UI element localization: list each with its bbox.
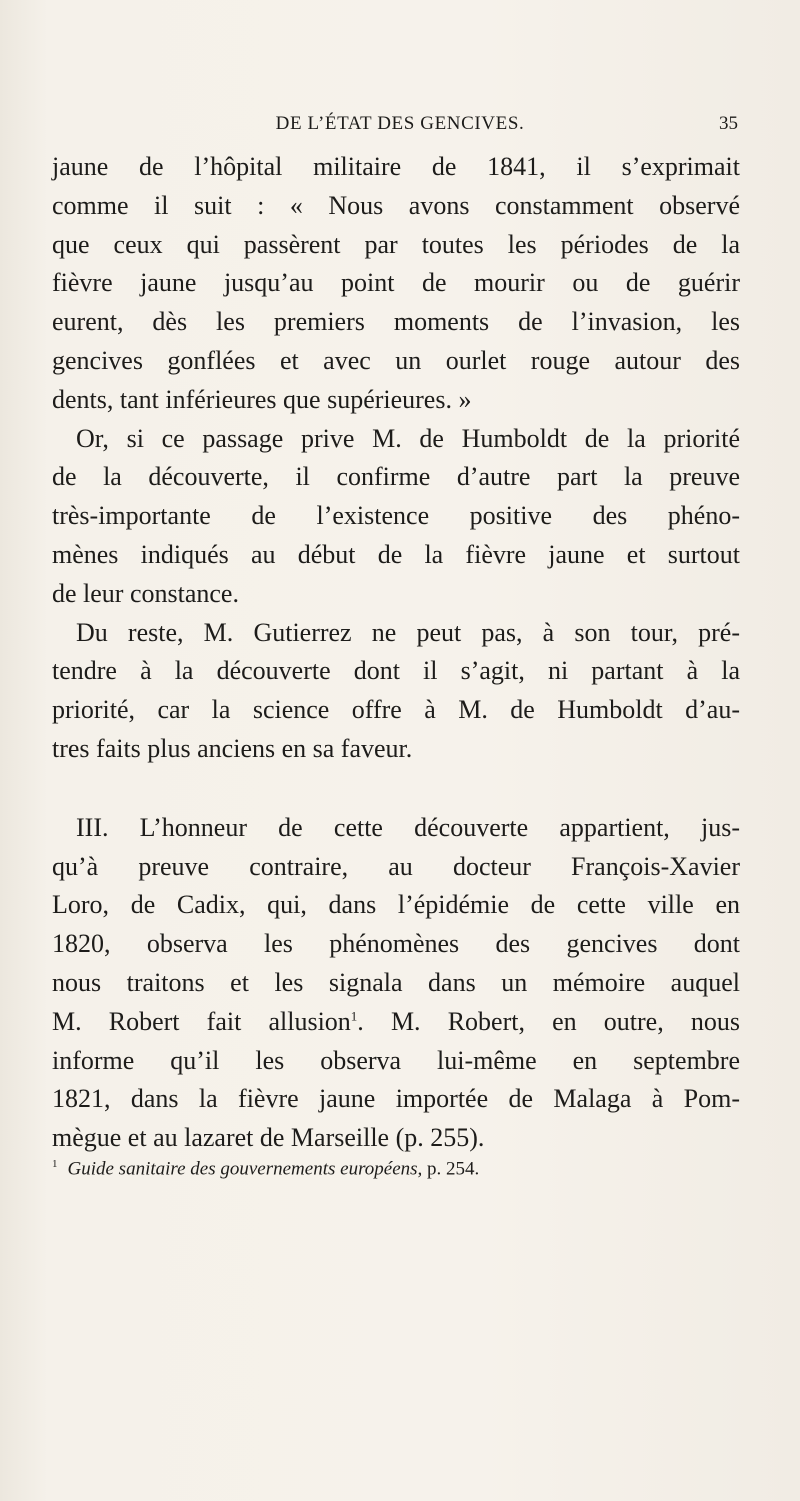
footnote xyxy=(52,1158,479,1180)
text-line: Du reste, M. Gutierrez ne peut pas, à son tour, pré- xyxy=(76,617,740,647)
text-line: eurent, dès les premiers moments de l’invasion, les xyxy=(52,307,740,337)
footnote-title: Guide sanitaire des gouvernements européens, xyxy=(67,1158,423,1180)
page-header xyxy=(52,113,748,143)
text-line: mègue et au lazaret de Marseille (p. 255). xyxy=(52,1123,485,1153)
text-line: nous traitons et les signala dans un mémoire auquel xyxy=(52,967,740,997)
text-segment: M. Robert fait allusion xyxy=(52,1006,351,1036)
paragraph-1 xyxy=(52,148,740,420)
text-line: III. L’honneur de cette découverte appartient, jus- xyxy=(76,812,740,842)
text-line: 1820, observa les phénomènes des gencives dont xyxy=(52,929,740,959)
text-line: tendre à la découverte dont il s’agit, ni partant à la xyxy=(52,656,740,686)
section-gap xyxy=(52,769,740,809)
text-line: Loro, de Cadix, qui, dans l’épidémie de cette ville en xyxy=(52,890,740,920)
paragraph-4 xyxy=(52,809,740,1158)
text-line: très-importante de l’existence positive des phéno- xyxy=(52,501,740,531)
footnote-number: 1 xyxy=(52,1158,58,1170)
page-number: 35 xyxy=(719,113,738,134)
footnote-reference: 1 xyxy=(350,1008,358,1024)
text-line: priorité, car la science offre à M. de Humboldt d’au- xyxy=(52,695,740,725)
text-line: 1821, dans la fièvre jaune importée de Malaga à Pom- xyxy=(52,1084,740,1114)
text-line: tres faits plus anciens en sa faveur. xyxy=(52,733,413,763)
text-line: de leur constance. xyxy=(52,578,239,608)
text-line: gencives gonflées et avec un ourlet rouge autour des xyxy=(52,345,740,375)
footnote-page: p. 254. xyxy=(427,1158,480,1180)
text-segment: . M. Robert, en outre, nous xyxy=(357,1006,740,1036)
text-line: dents, tant inférieures que supérieures. » xyxy=(52,384,472,414)
paragraph-3 xyxy=(52,614,740,769)
text-line: jaune de l’hôpital militaire de 1841, il s’exprimait xyxy=(52,152,740,181)
text-line: informe qu’il les observa lui-même en septembre xyxy=(52,1045,740,1075)
text-line: fièvre jaune jusqu’au point de mourir ou de guérir xyxy=(52,268,740,298)
text-line: de la découverte, il confirme d’autre part la preuve xyxy=(52,462,740,492)
text-line: Or, si ce passage prive M. de Humboldt de la priorité xyxy=(76,423,740,453)
body-text xyxy=(52,148,740,1158)
running-title: DE L’ÉTAT DES GENCIVES. xyxy=(275,113,525,134)
paragraph-2 xyxy=(52,420,740,614)
text-line: que ceux qui passèrent par toutes les périodes de la xyxy=(52,229,740,259)
text-line: mènes indiqués au début de la fièvre jaune et surtout xyxy=(52,539,740,569)
text-line: qu’à preuve contraire, au docteur François-Xavier xyxy=(52,851,740,881)
text-line-with-reference xyxy=(52,1003,740,1042)
text-line: comme il suit : « Nous avons constamment observé xyxy=(52,190,740,220)
